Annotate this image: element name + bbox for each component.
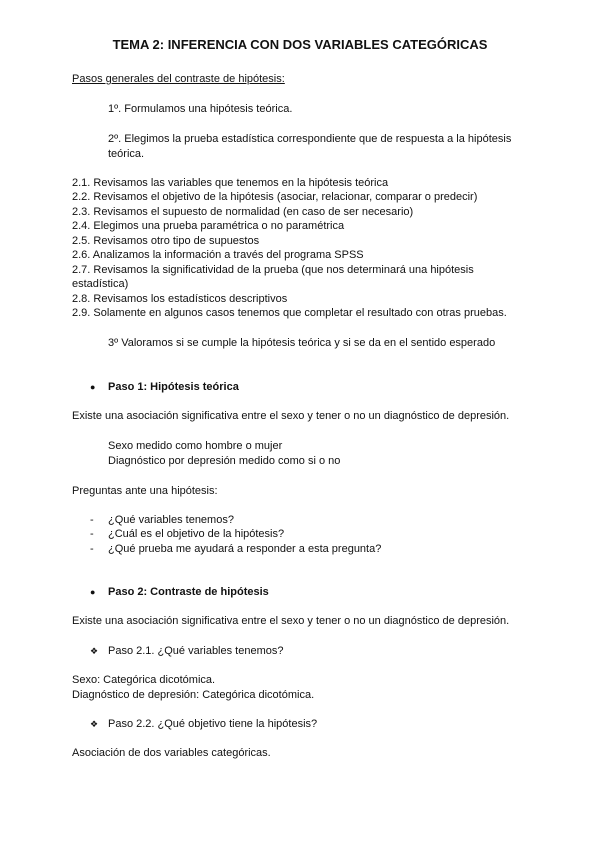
paso-2-1-answer-2: Diagnóstico de depresión: Categórica dicotómica. — [72, 689, 315, 701]
paso-2-2-answer: Asociación de dos variables categóricas. — [72, 747, 271, 759]
substep-2-6: 2.6. Analizamos la información a través del programa SPSS — [72, 249, 364, 261]
pregunta-3: ¿Qué prueba me ayudará a responder a esta pregunta? — [108, 543, 382, 555]
substep-2-3: 2.3. Revisamos el supuesto de normalidad (en caso de ser necesario) — [72, 206, 414, 218]
step-1: 1º. Formulamos una hipótesis teórica. — [108, 103, 293, 115]
bullet-icon: ● — [90, 587, 96, 597]
preguntas-intro: Preguntas ante una hipótesis: — [72, 485, 218, 497]
pregunta-2: ¿Cuál es el objetivo de la hipótesis? — [108, 528, 285, 540]
substep-2-5: 2.5. Revisamos otro tipo de supuestos — [72, 235, 260, 247]
paso-1-statement: Existe una asociación significativa entre el sexo y tener o no un diagnóstico de depresión. — [72, 410, 510, 422]
substep-2-7-cont: estadística) — [72, 278, 129, 290]
substep-2-1: 2.1. Revisamos las variables que tenemos en la hipótesis teórica — [72, 177, 389, 189]
substep-2-8: 2.8. Revisamos los estadísticos descriptivos — [72, 293, 288, 305]
diamond-bullet-icon: ❖ — [90, 719, 99, 729]
dash-icon: - — [90, 514, 94, 526]
bullet-icon: ● — [90, 382, 96, 392]
step-2-line-1: 2º. Elegimos la prueba estadística correspondiente que de respuesta a la hipótesis — [108, 133, 512, 145]
dash-icon: - — [90, 543, 94, 555]
paso-2-1-answer-1: Sexo: Categórica dicotómica. — [72, 674, 216, 686]
paso-2-1-heading: Paso 2.1. ¿Qué variables tenemos? — [108, 645, 284, 657]
diamond-bullet-icon: ❖ — [90, 646, 99, 656]
substep-2-9: 2.9. Solamente en algunos casos tenemos que completar el resultado con otras pruebas. — [72, 307, 507, 319]
substep-2-7: 2.7. Revisamos la significatividad de la prueba (que nos determinará una hipótesis — [72, 264, 474, 276]
page-title: TEMA 2: INFERENCIA CON DOS VARIABLES CATEGÓRICAS — [112, 37, 488, 52]
substep-2-2: 2.2. Revisamos el objetivo de la hipótesis (asociar, relacionar, comparar o predecir) — [72, 191, 478, 203]
paso-2-2-heading: Paso 2.2. ¿Qué objetivo tiene la hipótesis? — [108, 718, 318, 730]
substep-2-4: 2.4. Elegimos una prueba paramétrica o no paramétrica — [72, 220, 345, 232]
paso-1-heading: Paso 1: Hipótesis teórica — [108, 381, 239, 393]
pregunta-1: ¿Qué variables tenemos? — [108, 514, 234, 526]
paso-2-statement: Existe una asociación significativa entre el sexo y tener o no un diagnóstico de depresión. — [72, 615, 510, 627]
section-heading: Pasos generales del contraste de hipótesis: — [72, 73, 285, 85]
paso-2-heading: Paso 2: Contraste de hipótesis — [108, 586, 269, 598]
dash-icon: - — [90, 528, 94, 540]
step-2-line-2: teórica. — [108, 148, 145, 160]
paso-1-var-1: Sexo medido como hombre o mujer — [108, 440, 283, 452]
paso-1-var-2: Diagnóstico por depresión medido como si o no — [108, 455, 341, 467]
step-3: 3º Valoramos si se cumple la hipótesis teórica y si se da en el sentido esperado — [108, 337, 496, 349]
